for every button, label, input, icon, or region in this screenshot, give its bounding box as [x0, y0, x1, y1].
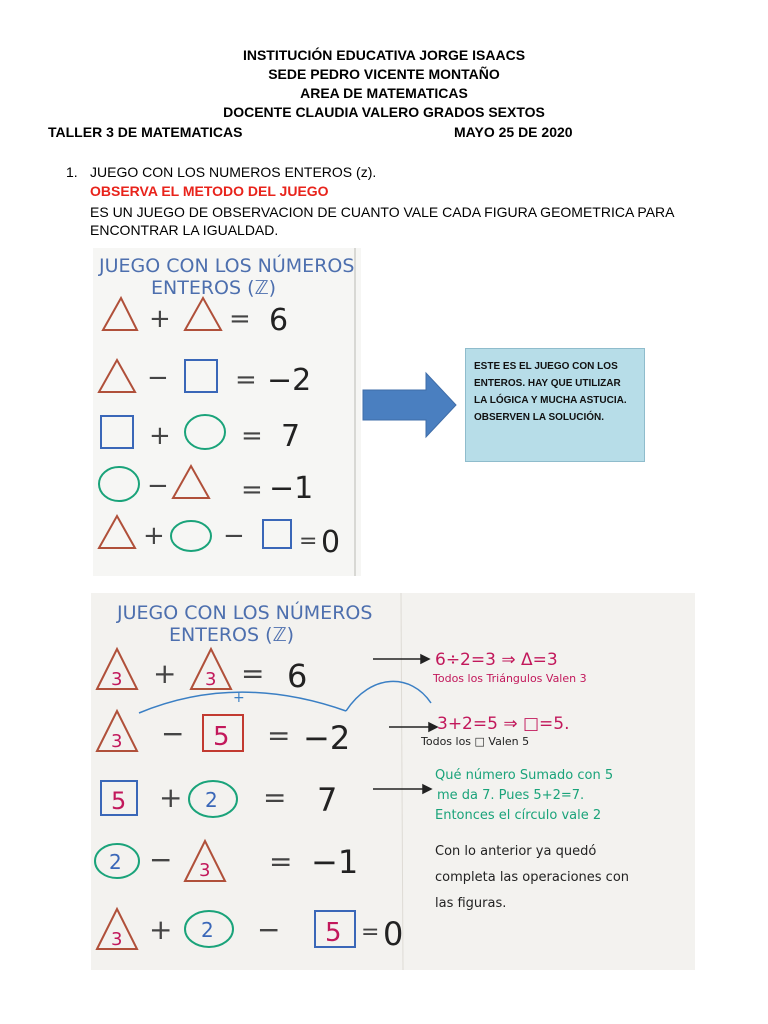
- svg-text:+: +: [153, 657, 177, 690]
- solved-board-photo: [91, 593, 695, 970]
- game-board-photo: [93, 248, 361, 576]
- workshop-date: MAYO 25 DE 2020: [454, 124, 573, 140]
- right-arrow-icon: [360, 370, 460, 440]
- svg-text:−: −: [147, 471, 169, 501]
- svg-text:+: +: [149, 304, 171, 334]
- teacher-line: DOCENTE CLAUDIA VALERO GRADOS SEXTOS: [223, 104, 545, 120]
- plus-mark: +: [233, 690, 245, 706]
- board1-result-5: 0: [321, 525, 341, 560]
- workshop-title: TALLER 3 DE MATEMATICAS: [48, 124, 243, 140]
- school-name: INSTITUCIÓN EDUCATIVA JORGE ISAACS: [242, 47, 526, 63]
- note4-line2: completa las operaciones con: [435, 870, 630, 885]
- svg-text:+: +: [159, 781, 183, 814]
- campus-name: SEDE PEDRO VICENTE MONTAÑO: [268, 66, 500, 82]
- svg-text:−: −: [223, 521, 245, 551]
- square-value: 5: [213, 722, 230, 752]
- svg-text:+: +: [149, 913, 173, 946]
- square-value: 5: [325, 918, 342, 948]
- svg-text:=: =: [241, 657, 265, 690]
- board1-result-1: 6: [269, 303, 289, 338]
- svg-text:−: −: [149, 843, 173, 876]
- board2-title-1: JUEGO CON LOS NÚMEROS: [117, 602, 373, 624]
- svg-text:=: =: [267, 719, 291, 752]
- board1-result-3: 7: [281, 419, 301, 454]
- note4-line1: Con lo anterior ya quedó: [435, 844, 597, 859]
- svg-text:=: =: [361, 920, 380, 945]
- svg-text:−: −: [161, 717, 185, 750]
- triangle-value: 3: [199, 860, 211, 881]
- board2-result-1: 6: [287, 657, 308, 695]
- board2-result-2: −2: [303, 719, 351, 757]
- item-number: 1.: [66, 164, 78, 180]
- note4-line3: las figuras.: [435, 896, 507, 911]
- triangle-value: 3: [111, 731, 123, 752]
- item-description: ES UN JUEGO DE OBSERVACION DE CUANTO VALE CADA FIGURA GEOMETRICA PARA ENCONTRAR LA IGUALDAD.: [90, 204, 674, 238]
- note1-caption: Todos los Triángulos Valen 3: [433, 672, 587, 685]
- circle-value: 2: [201, 918, 214, 942]
- triangle-value: 3: [205, 669, 217, 690]
- svg-text:=: =: [269, 845, 293, 878]
- board2-result-4: −1: [311, 843, 359, 881]
- note3-line3: Entonces el círculo vale 2: [435, 808, 602, 823]
- item-title: JUEGO CON LOS NUMEROS ENTEROS (z).: [90, 164, 377, 180]
- subject-area: AREA DE MATEMATICAS: [300, 85, 468, 101]
- board2-title-2: ENTEROS (ℤ): [169, 624, 295, 646]
- board1-title-1: JUEGO CON LOS NÚMEROS: [99, 255, 355, 277]
- board1-result-4: −1: [269, 471, 314, 506]
- svg-text:−: −: [257, 913, 281, 946]
- circle-value: 2: [205, 788, 218, 812]
- svg-text:=: =: [263, 781, 287, 814]
- circle-value: 2: [109, 850, 122, 874]
- svg-text:=: =: [241, 475, 263, 505]
- square-value: 5: [111, 787, 127, 815]
- svg-text:+: +: [149, 421, 171, 451]
- svg-text:=: =: [241, 421, 263, 451]
- note3-line2: me da 7. Pues 5+2=7.: [437, 788, 585, 803]
- note3-line1: Qué número Sumado con 5: [435, 768, 614, 783]
- triangle-value: 3: [111, 669, 123, 690]
- explanation-callout: ESTE ES EL JUEGO CON LOS ENTEROS. HAY QUE UTILIZAR LA LÓGICA Y MUCHA ASTUCIA. OBSERVEN LA SOLUCIÓN.: [465, 348, 645, 462]
- svg-text:=: =: [229, 304, 251, 334]
- board1-result-2: −2: [267, 363, 312, 398]
- board2-result-5: 0: [383, 915, 404, 953]
- svg-text:=: =: [299, 529, 318, 554]
- svg-text:−: −: [147, 363, 169, 393]
- triangle-value: 3: [111, 929, 123, 950]
- board1-title-2: ENTEROS (ℤ): [151, 277, 277, 299]
- note1-equation: 6÷2=3 ⇒ Δ=3: [435, 650, 558, 670]
- item-subtitle: OBSERVA EL METODO DEL JUEGO: [90, 183, 329, 199]
- note2-caption: Todos los □ Valen 5: [421, 735, 530, 748]
- note2-equation: 3+2=5 ⇒ □=5.: [437, 714, 570, 734]
- board2-result-3: 7: [317, 781, 338, 819]
- svg-text:=: =: [235, 365, 257, 395]
- svg-text:+: +: [143, 521, 165, 551]
